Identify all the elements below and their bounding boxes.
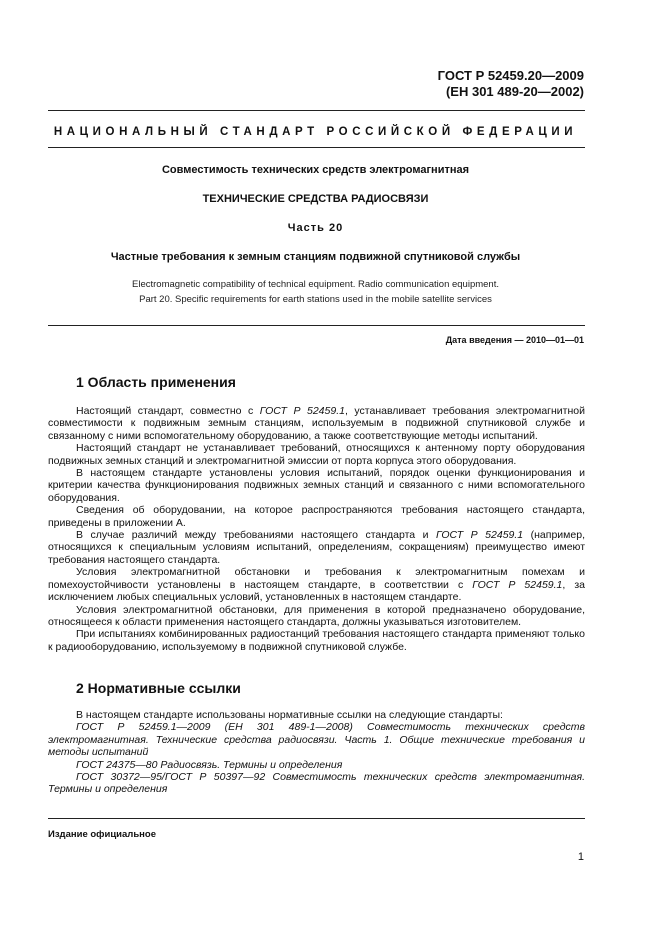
page-number: 1 bbox=[577, 851, 584, 863]
edition-label: Издание официальное bbox=[48, 829, 156, 840]
paragraph: Настоящий стандарт, совместно с ГОСТ Р 52459.1, устанавливает требования электромагнитной совместимости к подвижным земным станциям, используемым в подвижной спутниковой службе и связанному с ними вспомогательному оборудованию, а также соответствующие методы испытаний. bbox=[48, 405, 585, 442]
section-2-body bbox=[48, 709, 585, 796]
title-rule bbox=[48, 325, 585, 326]
normative-reference: ГОСТ 30372—95/ГОСТ Р 50397—92 Совместимость технических средств электромагнитная. Термины и определения bbox=[48, 771, 585, 796]
title-line-1: Совместимость технических средств электромагнитная bbox=[161, 164, 470, 176]
national-standard-banner: НАЦИОНАЛЬНЫЙ СТАНДАРТ РОССИЙСКОЙ ФЕДЕРАЦИИ bbox=[53, 126, 578, 138]
section-1-body bbox=[48, 405, 585, 653]
section-1-heading: 1 Область применения bbox=[76, 374, 236, 390]
standard-code: ГОСТ Р 52459.20—2009 bbox=[437, 68, 584, 83]
introduction-date: Дата введения — 2010—01—01 bbox=[445, 335, 584, 345]
paragraph: При испытаниях комбинированных радиостанций требования настоящего стандарта применяют только к радиооборудованию, используемому в подвижной спутниковой службе. bbox=[48, 628, 585, 653]
standard-reference: ГОСТ Р 52459.1 bbox=[436, 529, 524, 542]
normative-reference: ГОСТ Р 52459.1—2009 (ЕН 301 489-1—2008) Совместимость технических средств электромагнитная. Технические средства радиосвязи. Часть 1. Общие технические требования и методы испытаний bbox=[48, 721, 585, 759]
paragraph: В настоящем стандарте установлены условия испытаний, порядок оценки функционирования и критерии качества функционирования подвижных земных станций и связанного с ними вспомогательного оборудования. bbox=[48, 467, 585, 504]
paragraph: Условия электромагнитной обстановки и требования к электромагнитным помехам и помехоустойчивости установлены в настоящем стандарте, в соответствии с ГОСТ Р 52459.1, за исключением любых специальных условий, установленных в настоящем стандарте. bbox=[48, 566, 585, 604]
normative-reference: ГОСТ 24375—80 Радиосвязь. Термины и определения bbox=[76, 758, 343, 771]
title-en-line-2: Part 20. Specific requirements for earth stations used in the mobile satellite services bbox=[139, 294, 492, 305]
paragraph: В случае различий между требованиями настоящего стандарта и ГОСТ Р 52459.1 (например, относящихся к специальным условиям испытаний, определениям, сокращениям) преимущество имеют требования настоящего стандарта. bbox=[48, 529, 585, 566]
paragraph: В настоящем стандарте использованы нормативные ссылки на следующие стандарты: bbox=[76, 709, 503, 721]
title-line-2: ТЕХНИЧЕСКИЕ СРЕДСТВА РАДИОСВЯЗИ bbox=[202, 193, 429, 205]
footer-rule bbox=[48, 818, 585, 819]
title-line-3: Частные требования к земным станциям подвижной спутниковой службы bbox=[110, 251, 521, 263]
title-part: Часть 20 bbox=[287, 222, 344, 234]
paragraph: Настоящий стандарт не устанавливает требований, относящихся к антенному порту оборудования подвижных земных станций и электромагнитной эмиссии от порта корпуса этого оборудования. bbox=[48, 442, 585, 467]
banner-rule bbox=[48, 147, 585, 148]
section-2-heading: 2 Нормативные ссылки bbox=[76, 680, 241, 696]
paragraph: Сведения об оборудовании, на которое распространяются требования настоящего стандарта, приведены в приложении А. bbox=[48, 504, 585, 529]
top-rule bbox=[48, 110, 585, 111]
standard-reference: ГОСТ Р 52459.1 bbox=[259, 405, 345, 417]
standard-reference: ГОСТ Р 52459.1 bbox=[472, 578, 563, 591]
standard-code-en: (ЕН 301 489-20—2002) bbox=[445, 84, 584, 99]
paragraph: Условия электромагнитной обстановки, для применения в которой предназначено оборудование, относящееся к области применения настоящего стандарта, должны указываться изготовителем. bbox=[48, 603, 585, 628]
title-en-line-1: Electromagnetic compatibility of technical equipment. Radio communication equipment. bbox=[132, 279, 499, 290]
